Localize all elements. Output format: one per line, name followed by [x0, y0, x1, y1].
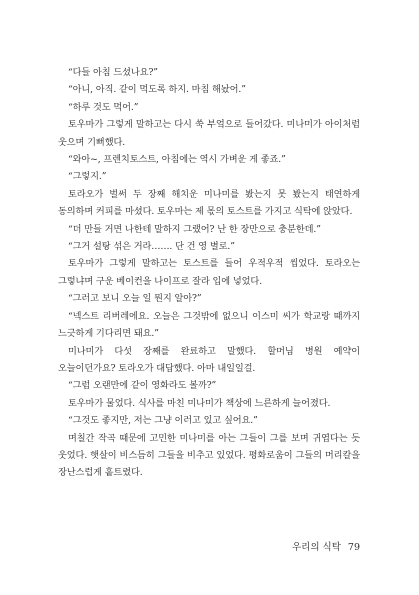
- paragraph: “하루 것도 먹어.”: [68, 101, 139, 113]
- paragraph: 토우마가 그렇게 말하고는 토스트를 들어 우적우적 씹었다. 토라오는 그렇냐며 구운 베이컨을 나이프로 잘라 입에 넣었다.: [58, 258, 360, 287]
- paragraph: “그렇지.”: [68, 171, 107, 183]
- paragraph: 며칠간 작곡 때문에 고민한 미나미를 아는 그들이 그를 보며 귀엽다는 듯 웃었다. 햇살이 비스듬히 그들을 비추고 있었다. 평화로움이 그들의 머리칼을 장난스럽게 흩트렸다.: [58, 432, 360, 479]
- paragraph: “넥스트 리버레에요. 오늘은 그것밖에 없으니 이스미 씨가 학교랑 때까지 느긋하게 기다리면 돼요.”: [58, 310, 360, 340]
- running-title: 우리의 식탁: [291, 542, 341, 553]
- paragraph: 토우마가 물었다. 식사를 마친 미나미가 책상에 느른하게 늘어졌다.: [68, 397, 331, 409]
- paragraph: 토라오가 벌써 두 장째 해치운 미나미를 봤는지 못 봤는지 태연하게 동의하며 커피를 마셨다. 토우마는 제 몫의 토스트를 가지고 식탁에 앉았다.: [58, 188, 360, 218]
- running-footer: [292, 542, 360, 554]
- paragraph: 미나미가 다섯 장째를 완료하고 말했다. 할머님 병원 예약이 오늘이던가요? 토라오가 대답했다. 아마 내일일걸.: [58, 345, 360, 374]
- paragraph: “그러고 보니 오늘 일 뭔지 알아?”: [68, 293, 202, 305]
- paragraph: “다들 아침 드셨나요?”: [68, 67, 158, 78]
- paragraph: “그것도 좋지만, 저는 그냥 이러고 있고 싶어요.”: [68, 415, 258, 427]
- paragraph: “그럼 오랜만에 같이 영화라도 볼까?”: [68, 380, 217, 392]
- paragraph: “와아~, 프렌치토스트, 아침에는 역시 가벼운 게 좋죠.”: [68, 154, 286, 166]
- paragraph: “더 만들 거면 나한테 말하지 그랬어? 난 한 장만으로 충분한데.”: [68, 223, 321, 235]
- page-number: 79: [347, 542, 360, 553]
- body-text: [58, 64, 360, 482]
- paragraph: “아니, 아직. 같이 먹도록 하지. 마침 해놨어.”: [68, 84, 246, 96]
- paragraph: “그거 설탕 섞은 거라……. 단 건 영 별로.”: [68, 241, 235, 253]
- paragraph: 토우마가 그렇게 말하고는 다시 쑥 부엌으로 들어갔다. 미나미가 아이처럼 웃으며 기뻐했다.: [58, 119, 360, 148]
